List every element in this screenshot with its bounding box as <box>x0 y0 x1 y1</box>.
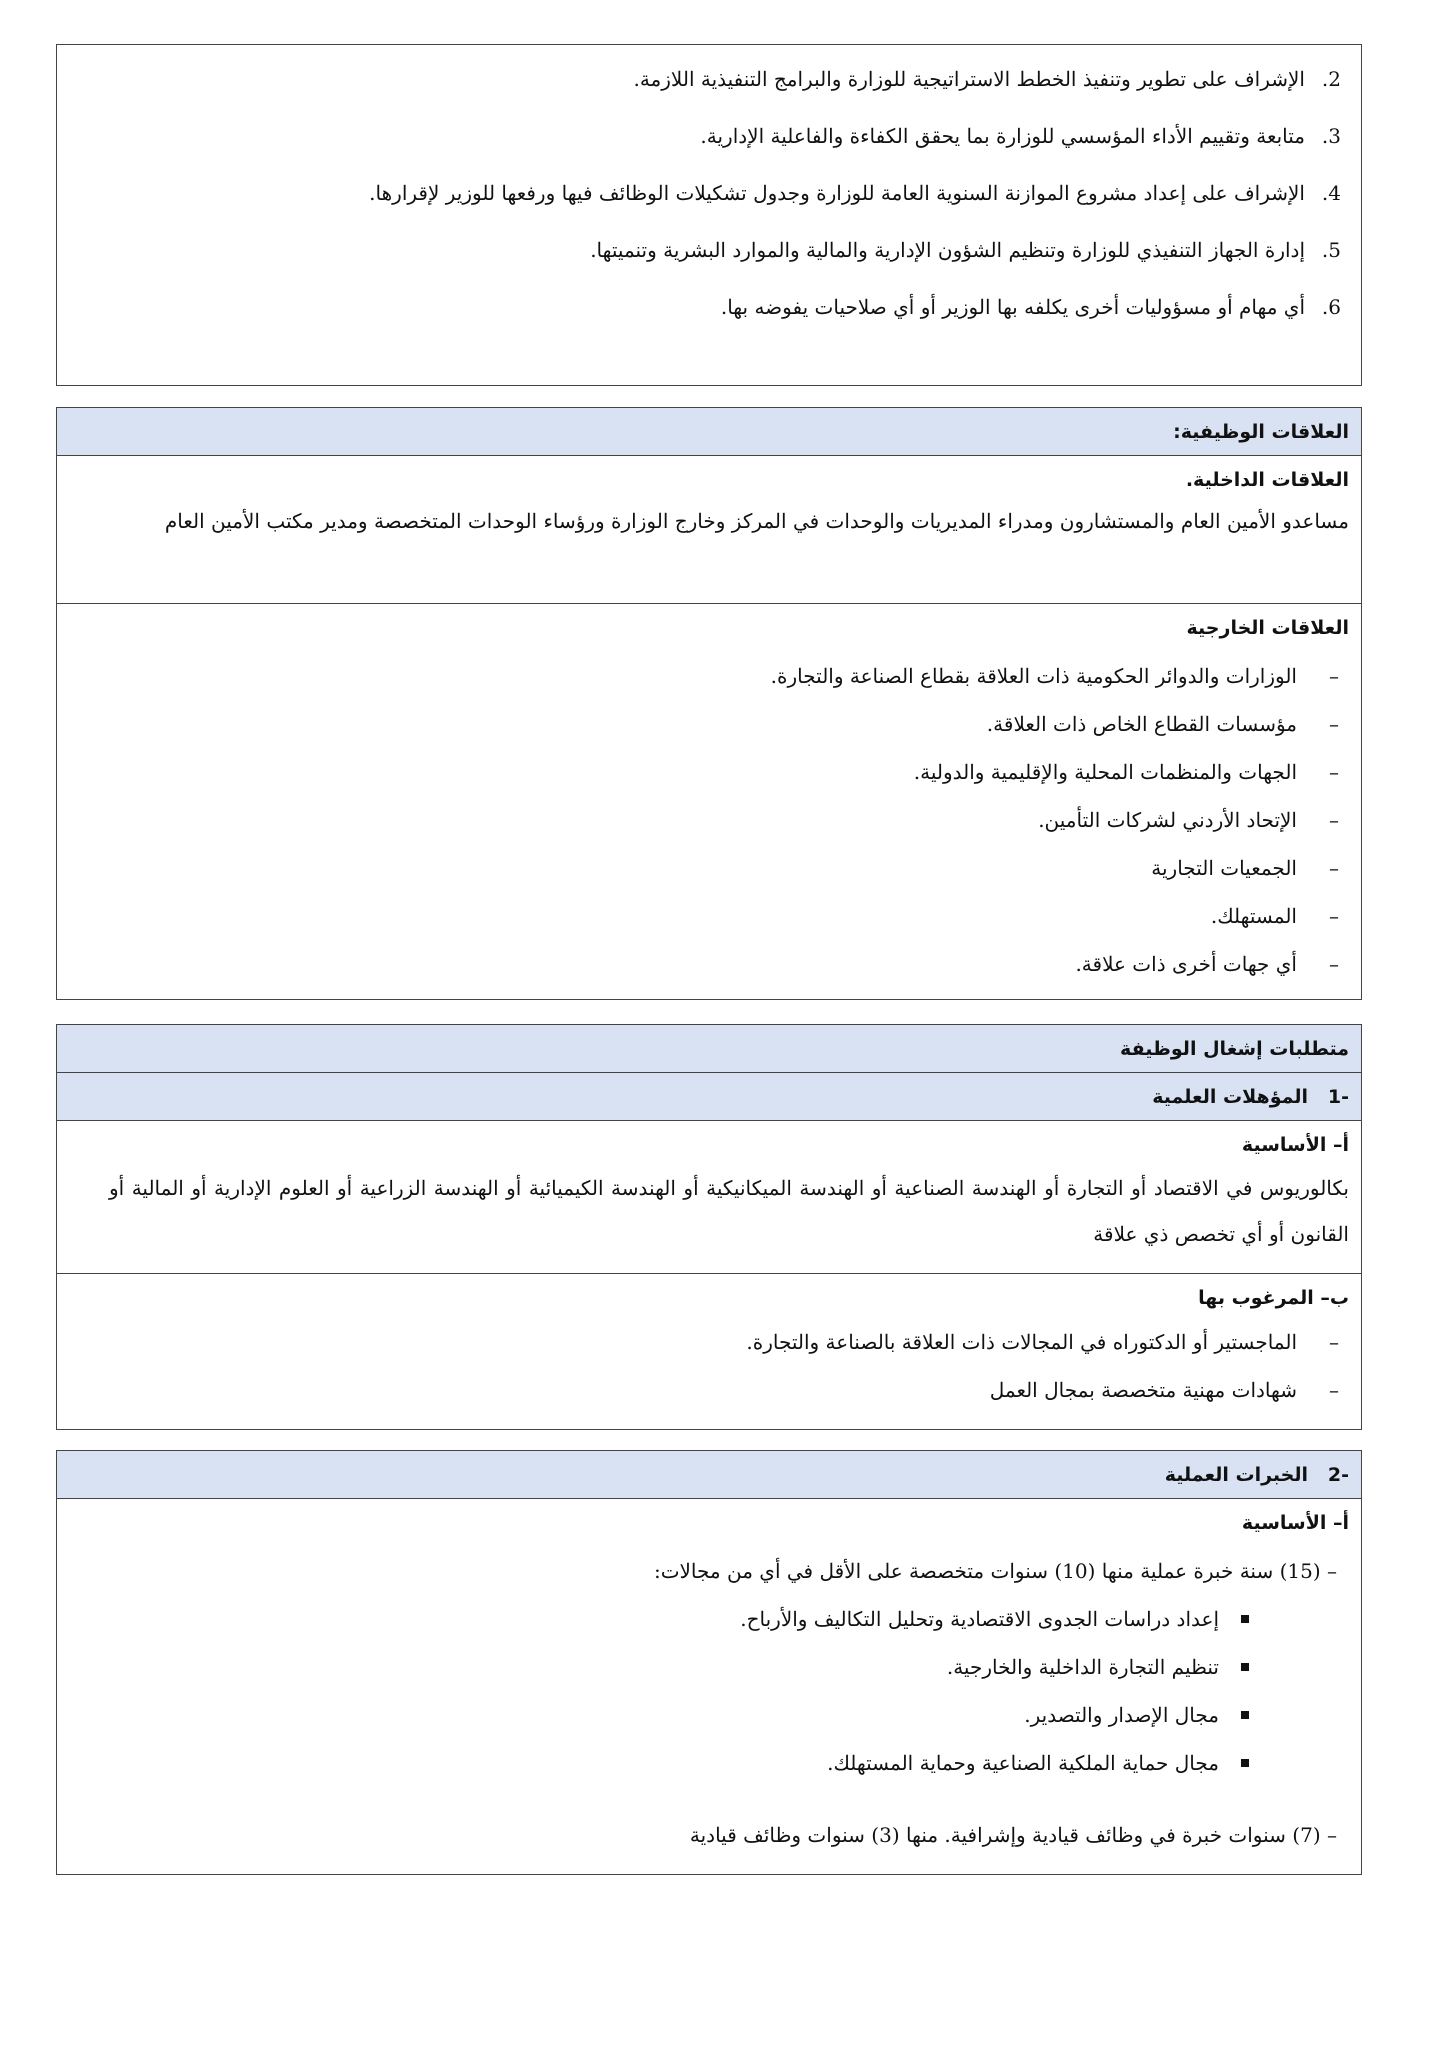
list-item: – الجهات والمنظمات المحلية والإقليمية والدولية. <box>913 760 1339 784</box>
external-relations-title: العلاقات الخارجية <box>1186 617 1349 639</box>
internal-relations-text: مساعدو الأمين العام والمستشارون ومدراء المديريات والوحدات في المركز وخارج الوزارة ورؤساء الوحدات المتخصصة ومدير مكتب الأمين العام <box>164 509 1349 533</box>
list-item: – الماجستير أو الدكتوراه في المجالات ذات العلاقة بالصناعة والتجارة. <box>746 1330 1339 1354</box>
desired-qualifications-section <box>57 1273 1361 1414</box>
internal-relations-section <box>57 456 1361 603</box>
internal-relations-title: العلاقات الداخلية. <box>1185 469 1349 491</box>
requirements-header: متطلبات إشغال الوظيفة <box>57 1025 1361 1073</box>
duty-item: 4. الإشراف على إعداد مشروع الموازنة السنوية العامة للوزارة وجدول تشكيلات الوظائف فيها ورفعها للوزير لإقرارها. <box>369 181 1341 205</box>
list-item: مجال الإصدار والتصدير. <box>69 1691 1349 1739</box>
desired-qualifications-list <box>69 1318 1349 1414</box>
basic-qualifications-text: بكالوريوس في الاقتصاد أو التجارة أو الهندسة الصناعية أو الهندسة الميكانيكية أو الهندسة الكيميائية أو الهندسة الزراعية أو العلوم الإدارية أو المالية أو القانون أو أي تخصص ذي علاقة <box>109 1176 1349 1246</box>
duty-item: 3. متابعة وتقييم الأداء المؤسسي للوزارة بما يحقق الكفاءة والفاعلية الإدارية. <box>700 124 1341 148</box>
external-relations-section <box>57 603 1361 988</box>
experience-section <box>57 1499 1361 1859</box>
duty-text: إدارة الجهاز التنفيذي للوزارة وتنظيم الشؤون الإدارية والمالية والموارد البشرية وتنميتها. <box>590 238 1305 262</box>
experience-header <box>57 1451 1361 1499</box>
list-item: – الجمعيات التجارية <box>1151 856 1339 880</box>
list-item: تنظيم التجارة الداخلية والخارجية. <box>69 1643 1349 1691</box>
bullet-icon <box>1241 1711 1249 1719</box>
duty-text: متابعة وتقييم الأداء المؤسسي للوزارة بما يحقق الكفاءة والفاعلية الإدارية. <box>700 124 1305 148</box>
duties-list <box>57 45 1361 336</box>
duty-item: 6. أي مهام أو مسؤوليات أخرى يكلفه بها الوزير أو أي صلاحيات يفوضه بها. <box>720 295 1341 319</box>
list-item: – شهادات مهنية متخصصة بمجال العمل <box>989 1378 1339 1402</box>
relations-header: العلاقات الوظيفية: <box>57 408 1361 456</box>
list-item: – المستهلك. <box>1210 904 1339 928</box>
desired-qualifications-label: ب– المرغوب بها <box>1198 1287 1349 1309</box>
external-relations-list <box>69 652 1349 988</box>
list-item: – أي جهات أخرى ذات علاقة. <box>1075 952 1339 976</box>
list-item: – الإتحاد الأردني لشركات التأمين. <box>1038 808 1339 832</box>
list-item: – الوزارات والدوائر الحكومية ذات العلاقة بقطاع الصناعة والتجارة. <box>770 664 1339 688</box>
experience-line-1: – (15) سنة خبرة عملية منها (10) سنوات متخصصة على الأقل في أي من مجالات: <box>653 1559 1337 1583</box>
qualifications-header <box>57 1073 1361 1121</box>
experience-title: الخبرات العملية <box>1164 1464 1309 1486</box>
bullet-icon <box>1241 1759 1249 1767</box>
experience-fields-list <box>69 1595 1349 1787</box>
experience-number: -2 <box>1327 1464 1349 1486</box>
experience-basic-label: أ– الأساسية <box>1241 1512 1349 1534</box>
list-item: – مؤسسات القطاع الخاص ذات العلاقة. <box>986 712 1339 736</box>
duty-item: 5. إدارة الجهاز التنفيذي للوزارة وتنظيم الشؤون الإدارية والمالية والموارد البشرية وتنميتها. <box>590 238 1341 262</box>
duty-text: أي مهام أو مسؤوليات أخرى يكلفه بها الوزير أو أي صلاحيات يفوضه بها. <box>720 295 1305 319</box>
duty-item: 2. الإشراف على تطوير وتنفيذ الخطط الاستراتيجية للوزارة والبرامج التنفيذية اللازمة. <box>633 67 1341 91</box>
list-item: مجال حماية الملكية الصناعية وحماية المستهلك. <box>69 1739 1349 1787</box>
relations-box <box>56 407 1362 1000</box>
experience-box <box>56 1450 1362 1875</box>
bullet-icon <box>1241 1615 1249 1623</box>
duties-box <box>56 44 1362 386</box>
basic-qualifications-section <box>57 1121 1361 1273</box>
requirements-box <box>56 1024 1362 1430</box>
basic-qualifications-label: أ– الأساسية <box>1241 1134 1349 1156</box>
experience-line-2: – (7) سنوات خبرة في وظائف قيادية وإشرافية. منها (3) سنوات وظائف قيادية <box>689 1823 1337 1847</box>
qualifications-title: المؤهلات العلمية <box>1152 1086 1309 1108</box>
duty-text: الإشراف على تطوير وتنفيذ الخطط الاستراتيجية للوزارة والبرامج التنفيذية اللازمة. <box>633 67 1305 91</box>
bullet-icon <box>1241 1663 1249 1671</box>
duty-text: الإشراف على إعداد مشروع الموازنة السنوية العامة للوزارة وجدول تشكيلات الوظائف فيها ورفعها للوزير لإقرارها. <box>369 181 1305 205</box>
qualifications-number: -1 <box>1327 1086 1349 1108</box>
list-item: إعداد دراسات الجدوى الاقتصادية وتحليل التكاليف والأرباح. <box>69 1595 1349 1643</box>
